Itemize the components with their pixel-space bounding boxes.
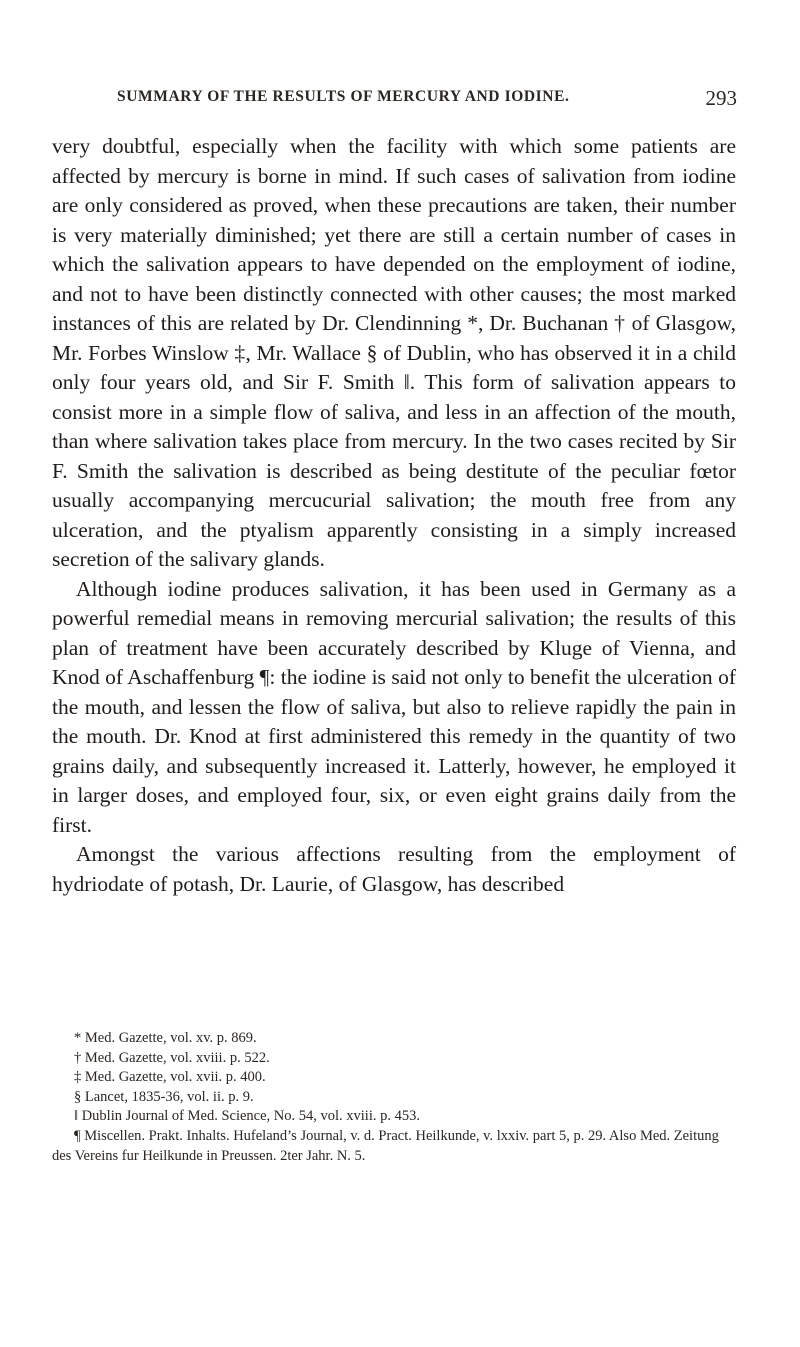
footnote: § Lancet, 1835-36, vol. ii. p. 9. bbox=[74, 1088, 254, 1105]
running-head bbox=[117, 86, 737, 110]
footnote: † Med. Gazette, vol. xviii. p. 522. bbox=[74, 1049, 270, 1066]
paragraph: Although iodine produces salivation, it has been used in Germany as a powerful remedial means in removing mercurial salivation; the results of this plan of treatment have been accurately described by Kluge of Vienna, and Knod of Aschaffenburg ¶: the iodine is said not only to benefit the ulceration of the mouth, and lessen the flow of saliva, but also to relieve rapidly the pain in the mouth. Dr. Knod at first administered this remedy in the quantity of two grains daily, and subsequently increased it. Latterly, however, he employed it in larger doses, and employed four, six, or even eight grains daily from the first. bbox=[52, 576, 736, 837]
footnote: ¶ Miscellen. Prakt. Inhalts. Hufeland’s Journal, v. d. Pract. Heilkunde, v. lxxiv. part 5, p. 29. Also Med. Zeitung des Vereins fur Heilkunde in Preussen. 2ter Jahr. N. 5. bbox=[52, 1127, 719, 1164]
footnote: * Med. Gazette, vol. xv. p. 869. bbox=[74, 1030, 257, 1046]
body-text bbox=[52, 132, 736, 899]
page-number: 293 bbox=[705, 86, 737, 110]
paragraph: very doubtful, especially when the facility with which some patients are affected by mercury is borne in mind. If such cases of salivation from iodine are only considered as proved, when these precautions are taken, their number is very materially diminished; yet there are still a certain number of cases in which the salivation appears to have depended on the employment of iodine, and not to have been distinctly connected with other causes; the most marked instances of this are related by Dr. Clendinning *, Dr. Buchanan † of Glasgow, Mr. Forbes Winslow ‡, Mr. Wallace § of Dublin, who has observed it in a child only four years old, and Sir F. Smith ‖. This form of salivation appears to consist more in a simple flow of saliva, and less in an affection of the mouth, than where salivation takes place from mercury. In the two cases recited by Sir F. Smith the salivation is described as being destitute of the peculiar fœtor usually accompanying mercucurial salivation; the mouth free from any ulceration, and the ptyalism apparently consisting in a simply increased secretion of the salivary glands. bbox=[52, 134, 736, 571]
footnote: ‡ Med. Gazette, vol. xvii. p. 400. bbox=[74, 1069, 266, 1086]
footnotes bbox=[52, 1029, 736, 1166]
paragraph: Amongst the various affections resulting from the employment of hydriodate of potash, Dr. Laurie, of Glasgow, has described bbox=[52, 842, 736, 896]
footnote: ‖ Dublin Journal of Med. Science, No. 54, vol. xviii. p. 453. bbox=[74, 1108, 420, 1125]
running-title: SUMMARY OF THE RESULTS OF MERCURY AND IODINE. bbox=[117, 88, 570, 105]
